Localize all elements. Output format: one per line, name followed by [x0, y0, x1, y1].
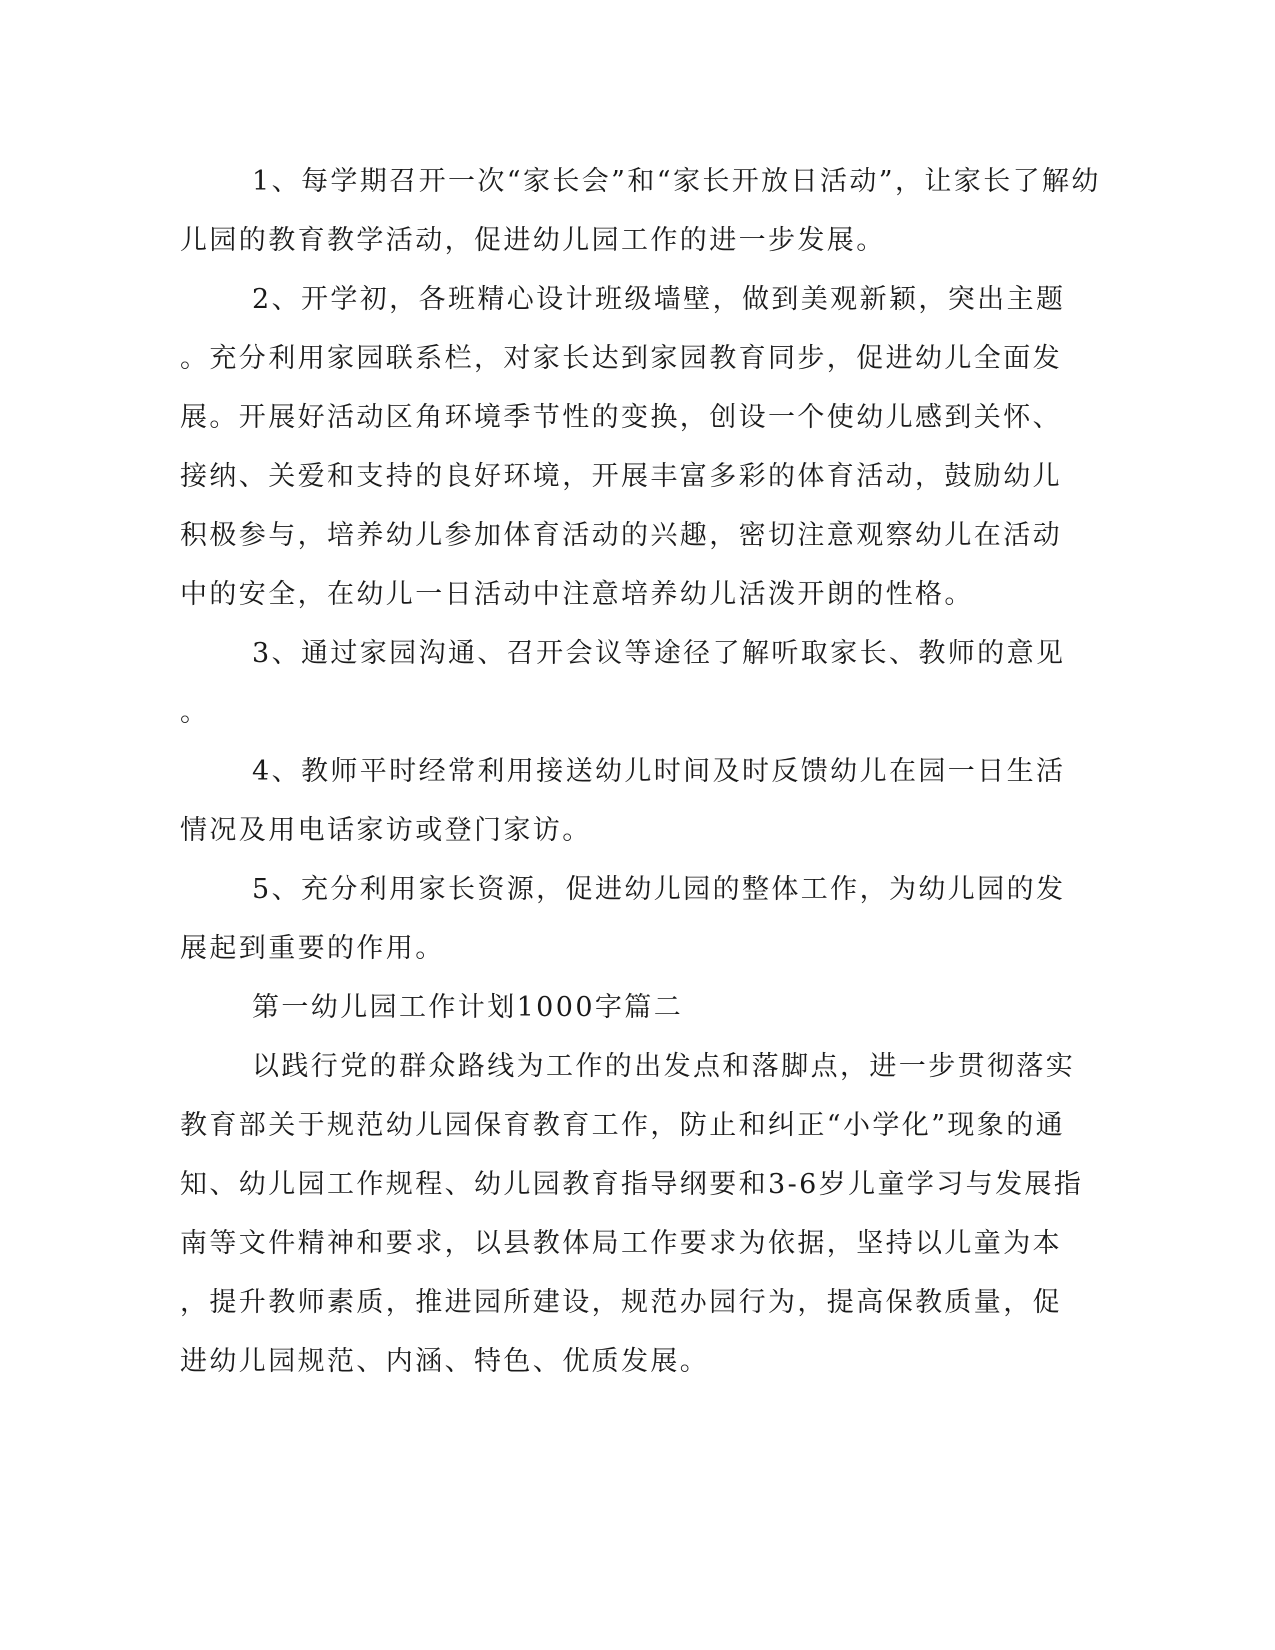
- paragraph-1-line-1: 1、每学期召开一次“家长会”和“家长开放日活动”，让家长了解幼: [252, 166, 1101, 197]
- document-body: [180, 152, 1101, 1391]
- paragraph-4-line-2: 情况及用电话家访或登门家访。: [180, 815, 592, 846]
- paragraph-3-line-2: 。: [180, 697, 210, 728]
- paragraph-2-line-6: 中的安全，在幼儿一日活动中注意培养幼儿活泼开朗的性格。: [180, 579, 974, 610]
- paragraph-1-line-2: 儿园的教育教学活动，促进幼儿园工作的进一步发展。: [180, 225, 886, 256]
- paragraph-2-line-5: 积极参与，培养幼儿参加体育活动的兴趣，密切注意观察幼儿在活动: [180, 520, 1062, 551]
- section-heading: 第一幼儿园工作计划1000字篇二: [252, 992, 684, 1023]
- paragraph-2-line-4: 接纳、关爱和支持的良好环境，开展丰富多彩的体育活动，鼓励幼儿: [180, 461, 1062, 492]
- paragraph-3-line-1: 3、通过家园沟通、召开会议等途径了解听取家长、教师的意见: [252, 638, 1066, 669]
- paragraph-6-line-3: 知、幼儿园工作规程、幼儿园教育指导纲要和3-6岁儿童学习与发展指: [180, 1169, 1084, 1200]
- paragraph-6-line-5: ，提升教师素质，推进园所建设，规范办园行为，提高保教质量，促: [180, 1287, 1062, 1318]
- paragraph-2-line-1: 2、开学初，各班精心设计班级墙壁，做到美观新颖，突出主题: [252, 284, 1066, 315]
- paragraph-2-line-3: 展。开展好活动区角环境季节性的变换，创设一个使幼儿感到关怀、: [180, 402, 1062, 433]
- paragraph-6-line-2: 教育部关于规范幼儿园保育教育工作，防止和纠正“小学化”现象的通: [180, 1110, 1066, 1141]
- paragraph-6-line-1: 以践行党的群众路线为工作的出发点和落脚点，进一步贯彻落实: [252, 1051, 1076, 1082]
- paragraph-4-line-1: 4、教师平时经常利用接送幼儿时间及时反馈幼儿在园一日生活: [252, 756, 1066, 787]
- paragraph-6-line-4: 南等文件精神和要求，以县教体局工作要求为依据，坚持以儿童为本: [180, 1228, 1062, 1259]
- paragraph-5-line-2: 展起到重要的作用。: [180, 933, 445, 964]
- paragraph-2-line-2: 。充分利用家园联系栏，对家长达到家园教育同步，促进幼儿全面发: [180, 343, 1062, 374]
- paragraph-6-line-6: 进幼儿园规范、内涵、特色、优质发展。: [180, 1346, 710, 1377]
- paragraph-5-line-1: 5、充分利用家长资源，促进幼儿园的整体工作，为幼儿园的发: [252, 874, 1066, 905]
